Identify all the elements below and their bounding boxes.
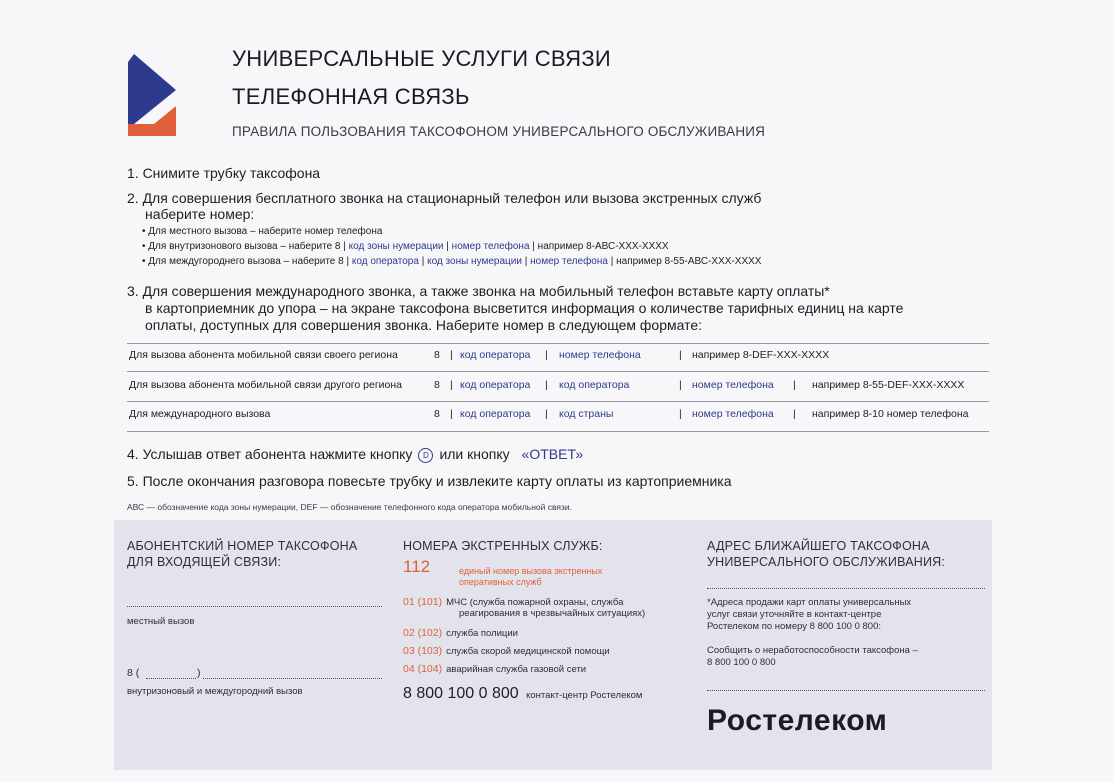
table-divider: [127, 343, 989, 344]
answer-button-label: «ОТВЕТ»: [521, 446, 584, 462]
emergency-main-code: 112: [403, 557, 431, 576]
intrazone-zone-code: код зоны нумерации: [348, 241, 444, 252]
longdistance-label: • Для междугороднего вызова – наберите 8: [142, 256, 344, 267]
card-note-line-3: Ростелеком по номеру 8 800 100 0 800:: [707, 621, 882, 632]
separator: |: [793, 379, 796, 391]
separator: |: [610, 256, 614, 267]
row-eight: 8: [434, 408, 440, 420]
table-divider: [127, 371, 989, 372]
incoming-title-line-2: ДЛЯ ВХОДЯЩЕЙ СВЯЗИ:: [127, 555, 282, 569]
row-phone: номер телефона: [692, 379, 774, 391]
table-row: [127, 349, 989, 365]
separator: |: [545, 349, 548, 361]
report-line-2: 8 800 100 0 800: [707, 657, 776, 668]
incoming-title-line-1: АБОНЕНТСКИЙ НОМЕР ТАКСОФОНА: [127, 539, 358, 553]
separator: |: [679, 408, 682, 420]
incoming-number-title: [127, 538, 357, 570]
table-divider: [127, 431, 989, 432]
longdistance-phone: номер телефона: [530, 256, 608, 267]
row-phone: номер телефона: [559, 349, 641, 361]
intrazone-number-line: [203, 678, 382, 679]
answer-key-icon: D: [418, 448, 433, 463]
separator: |: [793, 408, 796, 420]
footnote: АВС — обозначение кода зоны нумерации, DEF — обозначение телефонного кода оператора мобильной связи.: [127, 502, 573, 512]
emergency-code: 03 (103): [403, 645, 443, 657]
report-line-1: Сообщить о неработоспособности таксофона –: [707, 645, 918, 656]
title-universal-services: УНИВЕРСАЛЬНЫЕ УСЛУГИ СВЯЗИ: [232, 46, 612, 71]
step-1: 1. Снимите трубку таксофона: [127, 165, 321, 181]
separator: |: [532, 241, 535, 252]
row-eight: 8: [434, 379, 440, 391]
step-4: [127, 446, 583, 463]
subtitle-rules: ПРАВИЛА ПОЛЬЗОВАНИЯ ТАКСОФОНОМ УНИВЕРСАЛЬНОГО ОБСЛУЖИВАНИЯ: [232, 124, 766, 139]
card-note-line-2: услуг связи уточняйте в контакт-центре: [707, 609, 882, 620]
separator: |: [545, 379, 548, 391]
row-phone: номер телефона: [692, 408, 774, 420]
separator: |: [524, 256, 528, 267]
row-label: Для вызова абонента мобильной связи другого региона: [129, 379, 402, 391]
report-malfunction: [707, 645, 918, 669]
card-note-line-1: *Адреса продажи карт оплаты универсальных: [707, 597, 912, 608]
intrazone-phone: номер телефона: [451, 241, 530, 252]
emergency-desc: аварийная служба газовой сети: [446, 664, 587, 675]
card-sales-note: [707, 597, 911, 633]
emergency-desc-line-1: единый номер вызова экстренных: [459, 566, 603, 576]
step-4-middle: или кнопку: [439, 446, 510, 462]
bullet-local: • Для местного вызова – наберите номер телефона: [142, 226, 383, 237]
row-operator-code: код оператора: [460, 349, 531, 361]
contact-number: 8 800 100 0 800: [403, 685, 519, 702]
row-example: например 8-10 номер телефона: [812, 408, 969, 420]
emergency-desc-cont: реагирования в чрезвычайных ситуациях): [459, 608, 646, 619]
row-label: Для вызова абонента мобильной связи своего региона: [129, 349, 398, 361]
step-2-line-1: 2. Для совершения бесплатного звонка на стационарный телефон или вызова экстренных служб: [127, 190, 762, 206]
row-label: Для международного вызова: [129, 408, 271, 420]
emergency-item: [403, 645, 610, 657]
separator: |: [679, 349, 682, 361]
table-row: [127, 379, 989, 395]
report-line: [707, 690, 985, 691]
emergency-code: 02 (102): [403, 627, 443, 639]
emergency-title: НОМЕРА ЭКСТРЕННЫХ СЛУЖБ:: [403, 539, 603, 553]
title-telephone: ТЕЛЕФОННАЯ СВЯЗЬ: [232, 84, 470, 109]
row-eight: 8: [434, 349, 440, 361]
step-3-line-2: в картоприемник до упора – на экране таксофона высветится информация о количестве тарифных единиц на карте: [145, 300, 904, 316]
step-3-line-3: оплаты, доступных для совершения звонка. Наберите номер в следующем формате:: [145, 317, 703, 333]
row-operator-code: код оператора: [460, 408, 531, 420]
contact-center: [403, 685, 642, 703]
separator: |: [446, 241, 449, 252]
intrazone-call-label: внутризоновый и междугородний вызов: [127, 686, 303, 697]
rostelecom-logo-icon: [124, 50, 184, 140]
step-2-line-2: наберите номер:: [145, 206, 255, 222]
local-number-line: [127, 606, 382, 607]
emergency-item: [403, 596, 623, 608]
bullet-longdistance: [142, 256, 761, 267]
brand-wordmark: Ростелеком: [707, 704, 888, 737]
intrazone-label: • Для внутризонового вызова – наберите 8: [142, 241, 341, 252]
emergency-code: 04 (104): [403, 663, 443, 675]
row-operator-code: код оператора: [460, 379, 531, 391]
table-row: [127, 408, 989, 424]
separator: |: [450, 349, 453, 361]
bullet-intrazone: [142, 241, 669, 252]
contact-label: контакт-центр Ростелеком: [526, 690, 643, 701]
separator: |: [421, 256, 425, 267]
longdistance-example: например 8-55-АВС-XXX-XXXX: [616, 256, 762, 267]
intrazone-example: например 8-АВС-XXX-XXXX: [537, 241, 669, 252]
step-3-line-1: 3. Для совершения международного звонка, а также звонка на мобильный телефон вставьте карту оплаты*: [127, 283, 830, 299]
separator: |: [343, 241, 346, 252]
separator: |: [346, 256, 350, 267]
emergency-main-desc: [459, 566, 602, 588]
step-5: 5. После окончания разговора повесьте трубку и извлеките карту оплаты из картоприемника: [127, 473, 732, 489]
emergency-desc: служба полиции: [446, 628, 518, 639]
emergency-desc: служба скорой медицинской помощи: [446, 646, 610, 657]
separator: |: [679, 379, 682, 391]
emergency-item: [403, 627, 518, 639]
nearest-title-line-1: АДРЕС БЛИЖАЙШЕГО ТАКСОФОНА: [707, 539, 930, 553]
separator: |: [450, 379, 453, 391]
emergency-item: [403, 663, 586, 675]
row-country-code: код страны: [559, 408, 614, 420]
row-example: например 8-55-DEF-XXX-XXXX: [812, 379, 965, 391]
prefix-eight: 8 (: [127, 667, 140, 679]
emergency-desc: МЧС (служба пожарной охраны, служба: [446, 597, 624, 608]
separator: |: [450, 408, 453, 420]
table-divider: [127, 401, 989, 402]
nearest-title-line-2: УНИВЕРСАЛЬНОГО ОБСЛУЖИВАНИЯ:: [707, 555, 946, 569]
nearest-payphone-title: [707, 538, 945, 570]
longdistance-zone-code: код зоны нумерации: [427, 256, 522, 267]
area-code-line: [146, 678, 196, 679]
emergency-desc-line-2: оперативных служб: [459, 577, 542, 587]
emergency-code: 01 (101): [403, 596, 443, 608]
address-line: [707, 588, 985, 589]
local-call-label: местный вызов: [127, 616, 195, 627]
row-example: например 8-DEF-XXX-XXXX: [692, 349, 830, 361]
longdistance-operator: код оператора: [351, 256, 419, 267]
paren-close: ): [197, 667, 201, 679]
separator: |: [545, 408, 548, 420]
step-4-text: 4. Услышав ответ абонента нажмите кнопку: [127, 446, 413, 462]
row-operator-code-2: код оператора: [559, 379, 630, 391]
